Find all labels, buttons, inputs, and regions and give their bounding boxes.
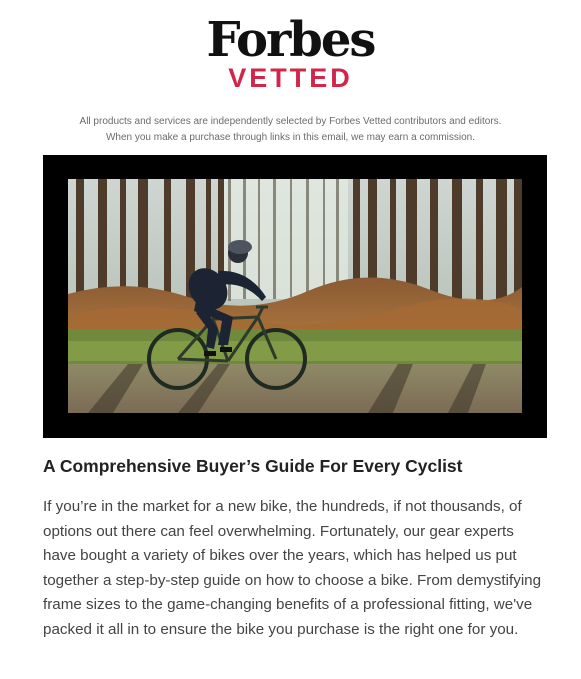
forbes-vetted-logo[interactable] xyxy=(0,14,581,92)
affiliate-disclaimer xyxy=(40,114,541,146)
article-headline[interactable]: A Comprehensive Buyer’s Guide For Every Cyclist xyxy=(43,456,463,476)
hero-photo-cyclist-in-forest[interactable] xyxy=(68,179,522,413)
hero-image-frame[interactable] xyxy=(43,155,547,438)
article-body: If you’re in the market for a new bike, the hundreds, if not thousands, of options out there can feel overwhelming. Fortunately, our gear experts have bought a variety of bikes over the years, which has helped us put together a step-by-step guide on how to choose a bike. From demystifying frame sizes to the game-changing benefits of a professional fitting, we've packed it all in to ensure the bike you purchase is the right one for you. xyxy=(43,498,542,638)
disclaimer-line-1: All products and services are independently selected by Forbes Vetted contributors and editors. xyxy=(79,116,502,127)
logo-forbes-wordmark: Forbes xyxy=(206,12,375,68)
disclaimer-line-2: When you make a purchase through links in this email, we may earn a commission. xyxy=(105,132,476,143)
logo-vetted-wordmark: VETTED xyxy=(228,63,353,93)
